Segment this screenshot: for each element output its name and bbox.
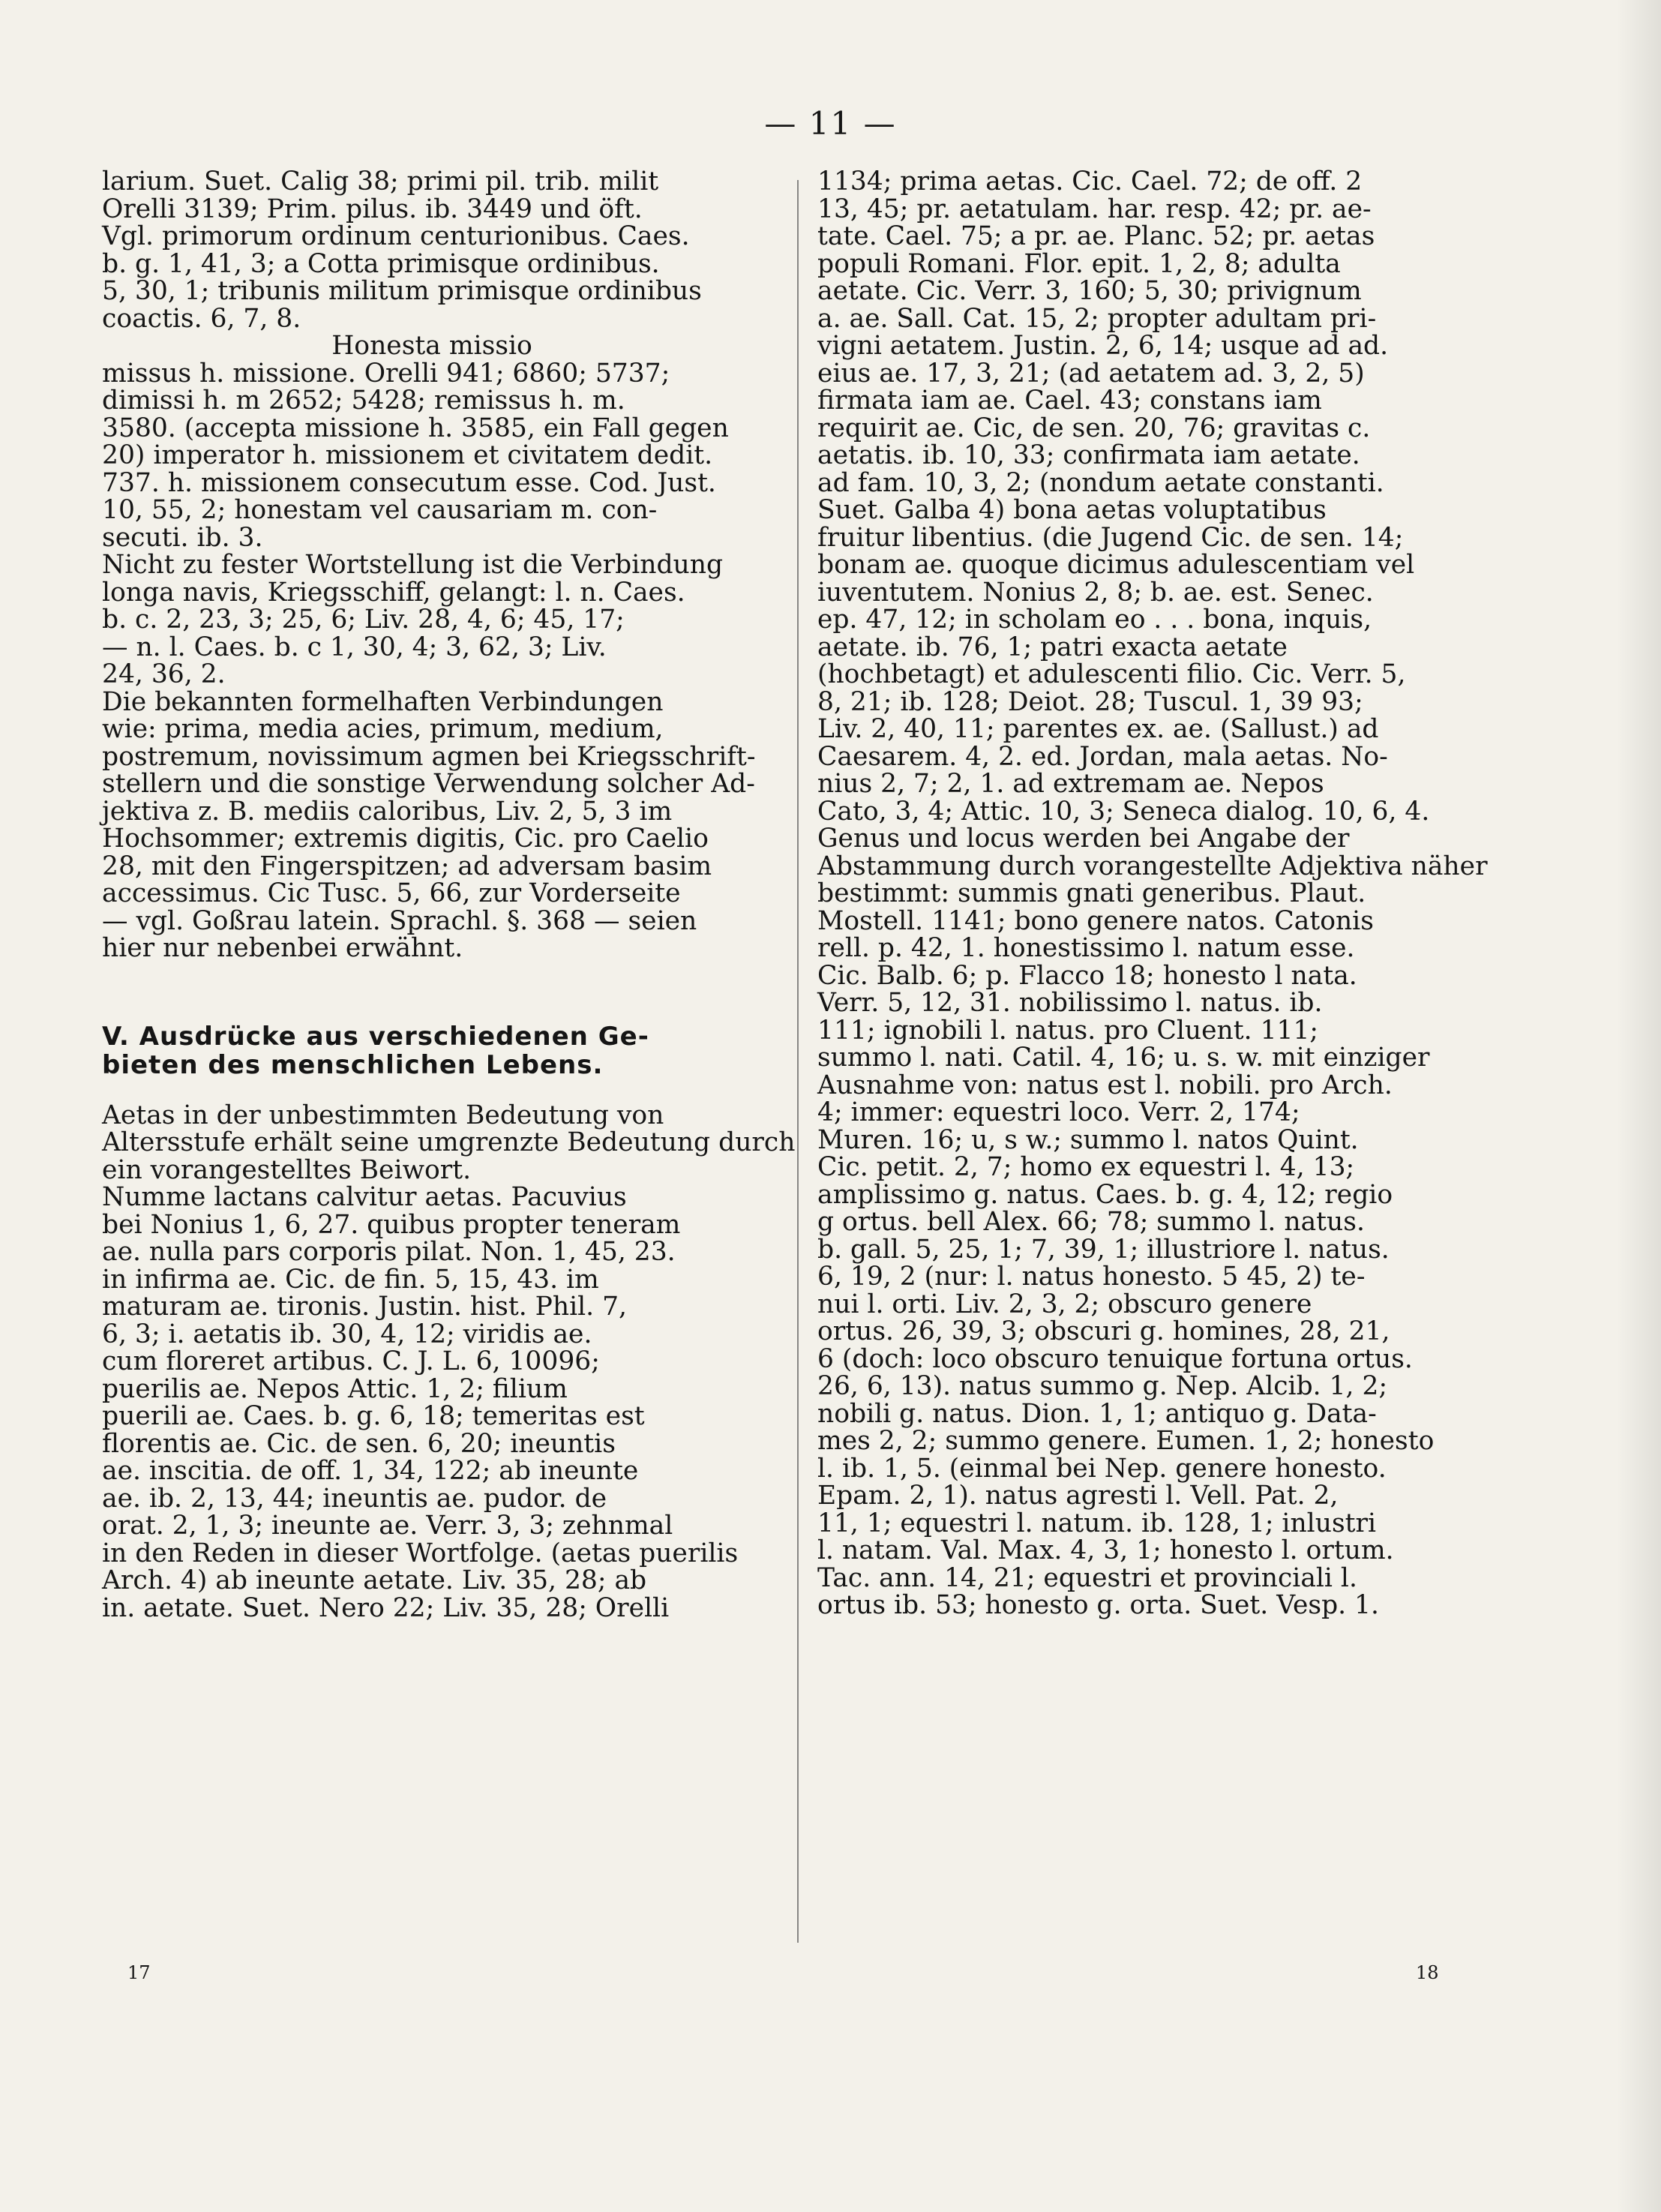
- text-line: wie: prima, media acies, primum, medium,: [102, 714, 664, 744]
- text-line: aetate. Cic. Verr. 3, 160; 5, 30; privignum: [817, 276, 1362, 306]
- text-line: — vgl. Goßrau latein. Sprachl. §. 368 — seien: [102, 905, 697, 936]
- text-line: Cato, 3, 4; Attic. 10, 3; Seneca dialog. 10, 6, 4.: [817, 796, 1430, 827]
- text-line: 28, mit den Fingerspitzen; ad adversam basim: [102, 851, 712, 881]
- text-line: Ausnahme von: natus est l. nobili. pro Arch.: [817, 1070, 1393, 1100]
- text-line: Genus und locus werden bei Angabe der: [817, 824, 1350, 854]
- text-line: 6, 3; i. aetatis ib. 30, 4, 12; viridis ae.: [102, 1319, 592, 1349]
- text-line: coactis. 6, 7, 8.: [102, 303, 301, 334]
- section-heading: [102, 1022, 762, 1079]
- text-line: 13, 45; pr. aetatulam. har. resp. 42; pr. ae-: [817, 194, 1372, 224]
- text-line: Arch. 4) ab ineunte aetate. Liv. 35, 28; ab: [102, 1565, 647, 1595]
- text-line: requirit ae. Cic, de sen. 20, 76; gravitas c.: [817, 413, 1371, 443]
- text-line: aetatis. ib. 10, 33; confirmata iam aetate.: [817, 440, 1360, 470]
- left-column-text: [102, 168, 762, 962]
- text-line: nius 2, 7; 2, 1. ad extremam ae. Nepos: [817, 769, 1324, 799]
- column-divider: [797, 180, 799, 1943]
- text-line: rell. p. 42, 1. honestissimo l. natum esse.: [817, 933, 1355, 963]
- text-line: Abstammung durch vorangestellte Adjektiva näher: [817, 851, 1488, 881]
- left-column: [102, 167, 796, 1623]
- text-line: firmata iam ae. Cael. 43; constans iam: [817, 386, 1322, 416]
- text-line: in den Reden in dieser Wortfolge. (aetas puerilis: [102, 1538, 739, 1568]
- text-line: ae. ib. 2, 13, 44; ineuntis ae. pudor. de: [102, 1483, 607, 1514]
- text-line: b. g. 1, 41, 3; a Cotta primisque ordinibus.: [102, 248, 660, 279]
- text-line: b. c. 2, 23, 3; 25, 6; Liv. 28, 4, 6; 45, 17;: [102, 605, 625, 635]
- text-line: vigni aetatem. Justin. 2, 6, 14; usque ad ad.: [817, 331, 1389, 361]
- text-line: dimissi h. m 2652; 5428; remissus h. m.: [102, 386, 625, 416]
- text-line: ae. inscitia. de off. 1, 34, 122; ab ineunte: [102, 1456, 639, 1486]
- text-line: 10, 55, 2; honestam vel causariam m. con-: [102, 495, 658, 525]
- text-line: 3580. (accepta missione h. 3585, ein Fall gegen: [102, 413, 729, 443]
- text-line: ortus ib. 53; honesto g. orta. Suet. Vesp. 1.: [817, 1590, 1380, 1620]
- text-line: Muren. 16; u, s w.; summo l. natos Quint.: [817, 1124, 1359, 1155]
- text-line: missus h. missione. Orelli 941; 6860; 5737;: [102, 358, 670, 389]
- text-line: ad fam. 10, 3, 2; (nondum aetate constanti.: [817, 467, 1384, 498]
- text-line: Liv. 2, 40, 11; parentes ex. ae. (Sallust.) ad: [817, 714, 1379, 744]
- text-line: secuti. ib. 3.: [102, 522, 263, 553]
- text-line: 6, 19, 2 (nur: l. natus honesto. 5 45, 2) te-: [817, 1262, 1366, 1292]
- text-line: ein vorangestelltes Beiwort.: [102, 1154, 472, 1185]
- text-line: Vgl. primorum ordinum centurionibus. Caes.: [102, 221, 690, 251]
- text-line: ae. nulla pars corporis pilat. Non. 1, 45, 23.: [102, 1237, 676, 1267]
- text-line: 737. h. missionem consecutum esse. Cod. Just.: [102, 467, 716, 498]
- text-line: 4; immer: equestri loco. Verr. 2, 174;: [817, 1097, 1300, 1127]
- text-line: Mostell. 1141; bono genere natos. Catonis: [817, 905, 1374, 936]
- text-line: accessimus. Cic Tusc. 5, 66, zur Vorderseite: [102, 878, 681, 908]
- left-column-text-after-heading: [102, 1100, 796, 1623]
- signature-mark-left: 17: [127, 1962, 151, 1983]
- text-line: 5, 30, 1; tribunis militum primisque ordinibus: [102, 276, 702, 306]
- text-line: ep. 47, 12; in scholam eo . . . bona, inquis,: [817, 605, 1372, 635]
- text-line: florentis ae. Cic. de sen. 6, 20; ineuntis: [102, 1428, 616, 1459]
- section-heading-line: bieten des menschlichen Lebens.: [102, 1049, 604, 1080]
- text-line: tate. Cael. 75; a pr. ae. Planc. 52; pr. aetas: [817, 221, 1375, 251]
- right-column: [817, 167, 1488, 1620]
- text-line: in. aetate. Suet. Nero 22; Liv. 35, 28; Orelli: [102, 1592, 670, 1623]
- text-line: bestimmt: summis gnati generibus. Plaut.: [817, 878, 1366, 908]
- text-line: 24, 36, 2.: [102, 659, 226, 689]
- page-number: — 11 —: [764, 105, 897, 142]
- text-line: 11, 1; equestri l. natum. ib. 128, 1; inlustri: [817, 1508, 1377, 1538]
- text-line: b. gall. 5, 25, 1; 7, 39, 1; illustriore l. natus.: [817, 1234, 1390, 1265]
- text-line: l. natam. Val. Max. 4, 3, 1; honesto l. ortum.: [817, 1535, 1394, 1565]
- text-line: Epam. 2, 1). natus agresti l. Vell. Pat. 2,: [817, 1481, 1339, 1511]
- text-line: Die bekannten formelhaften Verbindungen: [102, 686, 664, 717]
- text-line: nobili g. natus. Dion. 1, 1; antiquo g. Data-: [817, 1398, 1377, 1429]
- text-line: 8, 21; ib. 128; Deiot. 28; Tuscul. 1, 39 93;: [817, 686, 1363, 717]
- text-line: l. ib. 1, 5. (einmal bei Nep. genere honesto.: [817, 1453, 1387, 1484]
- text-line: populi Romani. Flor. epit. 1, 2, 8; adulta: [817, 248, 1341, 279]
- text-line: Caesarem. 4, 2. ed. Jordan, mala aetas. No-: [817, 741, 1388, 772]
- text-line: amplissimo g. natus. Caes. b. g. 4, 12; regio: [817, 1179, 1393, 1210]
- section-gap: [102, 1079, 762, 1102]
- text-line: stellern und die sonstige Verwendung solcher Ad-: [102, 769, 755, 799]
- text-line: Aetas in der unbestimmten Bedeutung von: [102, 1100, 664, 1130]
- text-line: Honesta missio: [331, 331, 532, 361]
- text-line: bonam ae. quoque dicimus adulescentiam vel: [817, 550, 1415, 580]
- text-line: — n. l. Caes. b. c 1, 30, 4; 3, 62, 3; Liv.: [102, 632, 607, 662]
- text-line: Verr. 5, 12, 31. nobilissimo l. natus. ib.: [817, 988, 1323, 1018]
- text-line: Nicht zu fester Wortstellung ist die Verbindung: [102, 550, 724, 580]
- text-line: Altersstufe erhält seine umgrenzte Bedeutung durch: [102, 1127, 796, 1157]
- text-line: eius ae. 17, 3, 21; (ad aetatem ad. 3, 2, 5): [817, 358, 1365, 389]
- text-line: puerilis ae. Nepos Attic. 1, 2; filium: [102, 1373, 568, 1404]
- text-line: 20) imperator h. missionem et civitatem dedit.: [102, 440, 713, 470]
- text-line: nui l. orti. Liv. 2, 3, 2; obscuro genere: [817, 1289, 1312, 1319]
- section-heading-line: V. Ausdrücke aus verschiedenen Ge-: [102, 1021, 649, 1052]
- text-line: 26, 6, 13). natus summo g. Nep. Alcib. 1, 2;: [817, 1371, 1388, 1401]
- text-line: jektiva z. B. mediis caloribus, Liv. 2, 5, 3 im: [102, 796, 673, 827]
- text-line: iuventutem. Nonius 2, 8; b. ae. est. Senec.: [817, 577, 1374, 608]
- text-line: Cic. petit. 2, 7; homo ex equestri l. 4, 13;: [817, 1152, 1355, 1182]
- text-line: longa navis, Kriegsschiff, gelangt: l. n. Caes.: [102, 577, 685, 608]
- signature-mark-right: 18: [1416, 1962, 1439, 1983]
- text-line: Hochsommer; extremis digitis, Cic. pro Caelio: [102, 824, 709, 854]
- text-line: 6 (doch: loco obscuro tenuique fortuna ortus.: [817, 1343, 1413, 1374]
- text-line: mes 2, 2; summo genere. Eumen. 1, 2; honesto: [817, 1426, 1435, 1456]
- text-line: hier nur nebenbei erwähnt.: [102, 933, 463, 963]
- text-line: cum floreret artibus. C. J. L. 6, 10096;: [102, 1346, 600, 1376]
- text-line: Orelli 3139; Prim. pilus. ib. 3449 und öft.: [102, 194, 643, 224]
- text-line: a. ae. Sall. Cat. 15, 2; propter adultam pri-: [817, 303, 1377, 334]
- text-line: Numme lactans calvitur aetas. Pacuvius: [102, 1182, 627, 1212]
- text-line: larium. Suet. Calig 38; primi pil. trib. milit: [102, 167, 659, 197]
- text-line: bei Nonius 1, 6, 27. quibus propter teneram: [102, 1209, 681, 1240]
- text-line: g ortus. bell Alex. 66; 78; summo l. natus.: [817, 1207, 1365, 1237]
- text-line: Suet. Galba 4) bona aetas voluptatibus: [817, 495, 1327, 525]
- page-edge-shadow: [1616, 0, 1661, 2212]
- text-line: 111; ignobili l. natus. pro Cluent. 111;: [817, 1015, 1319, 1046]
- text-line: postremum, novissimum agmen bei Kriegsschrift-: [102, 741, 756, 772]
- text-line: fruitur libentius. (die Jugend Cic. de sen. 14;: [817, 522, 1404, 553]
- text-line: orat. 2, 1, 3; ineunte ae. Verr. 3, 3; zehnmal: [102, 1511, 673, 1541]
- text-line: (hochbetagt) et adulescenti filio. Cic. Verr. 5,: [817, 659, 1406, 689]
- text-line: Tac. ann. 14, 21; equestri et provinciali l.: [817, 1562, 1357, 1593]
- text-line: in infirma ae. Cic. de fin. 5, 15, 43. im: [102, 1264, 599, 1295]
- right-column-text: [817, 167, 1488, 1620]
- text-line: ortus. 26, 39, 3; obscuri g. homines, 28, 21,: [817, 1316, 1390, 1346]
- section-gap: [102, 962, 762, 1022]
- text-line: maturam ae. tironis. Justin. hist. Phil. 7,: [102, 1292, 627, 1322]
- text-line: puerili ae. Caes. b. g. 6, 18; temeritas est: [102, 1401, 645, 1431]
- text-line: Cic. Balb. 6; p. Flacco 18; honesto l nata.: [817, 960, 1357, 991]
- text-line: aetate. ib. 76, 1; patri exacta aetate: [817, 632, 1288, 662]
- text-line: 1134; prima aetas. Cic. Cael. 72; de off. 2: [817, 167, 1363, 197]
- text-line: summo l. nati. Catil. 4, 16; u. s. w. mit einziger: [817, 1043, 1430, 1073]
